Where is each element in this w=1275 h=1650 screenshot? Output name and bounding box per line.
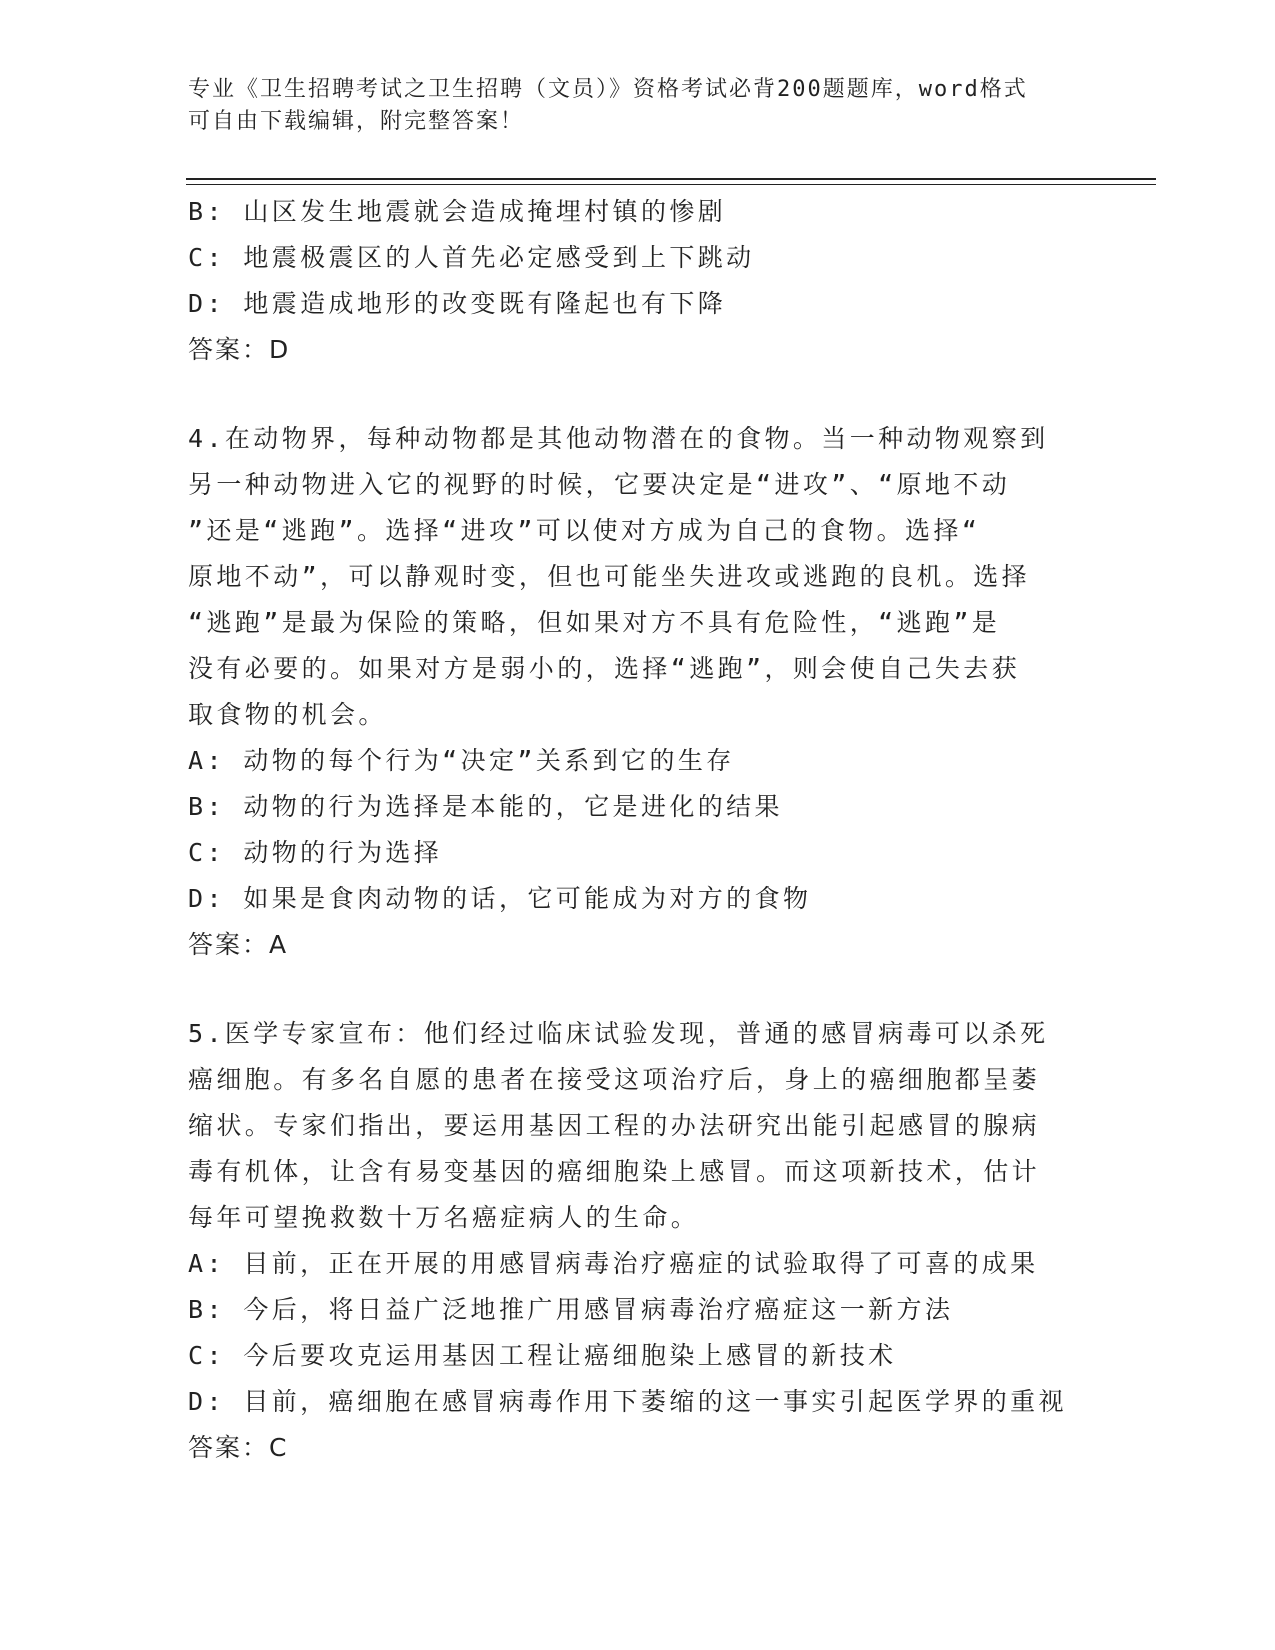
question-stem-line: 取食物的机会。	[188, 700, 387, 729]
spacer	[188, 373, 1088, 416]
option-a: A: 动物的每个行为“决定”关系到它的生存	[188, 746, 735, 775]
question-stem-line: “逃跑”是最为保险的策略，但如果对方不具有危险性，“逃跑”是	[188, 608, 1001, 637]
question-stem-line: 原地不动”，可以静观时变，但也可能坐失进攻或逃跑的良机。选择	[188, 562, 1031, 591]
option-c: C: 今后要攻克运用基因工程让癌细胞染上感冒的新技术	[188, 1341, 897, 1370]
header-rule-thin	[186, 184, 1156, 185]
header-rule-thick	[186, 178, 1156, 180]
question-5	[188, 1011, 1088, 1471]
option-d: D: 目前，癌细胞在感冒病毒作用下萎缩的这一事实引起医学界的重视	[188, 1387, 1067, 1416]
question-stem-line: 没有必要的。如果对方是弱小的，选择“逃跑”，则会使自己失去获	[188, 654, 1021, 683]
question-stem-line: 4.在动物界，每种动物都是其他动物潜在的食物。当一种动物观察到	[188, 424, 1049, 453]
option-b: B: 今后，将日益广泛地推广用感冒病毒治疗癌症这一新方法	[188, 1295, 954, 1324]
option-b: B: 动物的行为选择是本能的，它是进化的结果	[188, 792, 783, 821]
question-stem-line: 5.医学专家宣布：他们经过临床试验发现，普通的感冒病毒可以杀死	[188, 1019, 1049, 1048]
question-3-tail	[188, 189, 1088, 373]
question-stem-line: 每年可望挽救数十万名癌症病人的生命。	[188, 1203, 700, 1232]
option-d: D: 地震造成地形的改变既有隆起也有下降	[188, 289, 727, 318]
option-c: C: 动物的行为选择	[188, 838, 443, 867]
question-stem-line: 癌细胞。有多名自愿的患者在接受这项治疗后，身上的癌细胞都呈萎	[188, 1065, 1041, 1094]
answer-line: 答案：C	[188, 1433, 289, 1462]
header-title-line-2: 可自由下载编辑，附完整答案！	[188, 109, 525, 134]
question-stem-line: ”还是“逃跑”。选择“进攻”可以使对方成为自己的食物。选择“	[188, 516, 981, 545]
question-stem-line: 缩状。专家们指出，要运用基因工程的办法研究出能引起感冒的腺病	[188, 1111, 1041, 1140]
option-d: D: 如果是食肉动物的话，它可能成为对方的食物	[188, 884, 812, 913]
answer-line: 答案：D	[188, 335, 291, 364]
document-header	[188, 74, 1088, 138]
question-4	[188, 416, 1088, 968]
header-title-line-1: 专业《卫生招聘考试之卫生招聘（文员）》资格考试必背200题题库，word格式	[188, 77, 1028, 102]
option-c: C: 地震极震区的人首先必定感受到上下跳动	[188, 243, 755, 272]
option-a: A: 目前，正在开展的用感冒病毒治疗癌症的试验取得了可喜的成果	[188, 1249, 1039, 1278]
spacer	[188, 968, 1088, 1011]
option-b: B: 山区发生地震就会造成掩埋村镇的惨剧	[188, 197, 727, 226]
document-body	[188, 189, 1088, 1471]
answer-line: 答案：A	[188, 930, 289, 959]
question-stem-line: 毒有机体，让含有易变基因的癌细胞染上感冒。而这项新技术，估计	[188, 1157, 1041, 1186]
question-stem-line: 另一种动物进入它的视野的时候，它要决定是“进攻”、“原地不动	[188, 470, 1011, 499]
